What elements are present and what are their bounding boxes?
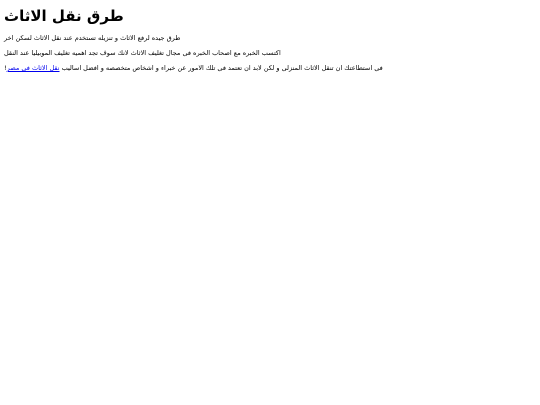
paragraph-packing-experience: اكتسب الخبره مع اصحاب الخبره فى مجال تغليف الاثاث لانك سوف تجد اهميه تغليف الموبيليا عند النقل bbox=[4, 49, 281, 57]
paragraph-expert-moving bbox=[4, 63, 383, 73]
paragraph-end-mark: ! bbox=[4, 64, 7, 72]
paragraph-expert-moving-text: فى استطاعتك ان تنقل الاثاث المنزلى و لكن لابد ان تعتمد فى تلك الامور عن خبراء و اشخاص متخصصه و افضل اساليب bbox=[61, 64, 383, 72]
page-title: طرق نقل الاثاث bbox=[4, 7, 124, 25]
moving-egypt-link[interactable]: نقل الاثاث فى مصر bbox=[6, 64, 60, 72]
paragraph-lifting-methods: طرق جيده لرفع الاثاث و تنزيله تستخدم عند نقل الاثاث لسكن اخر bbox=[4, 34, 181, 42]
